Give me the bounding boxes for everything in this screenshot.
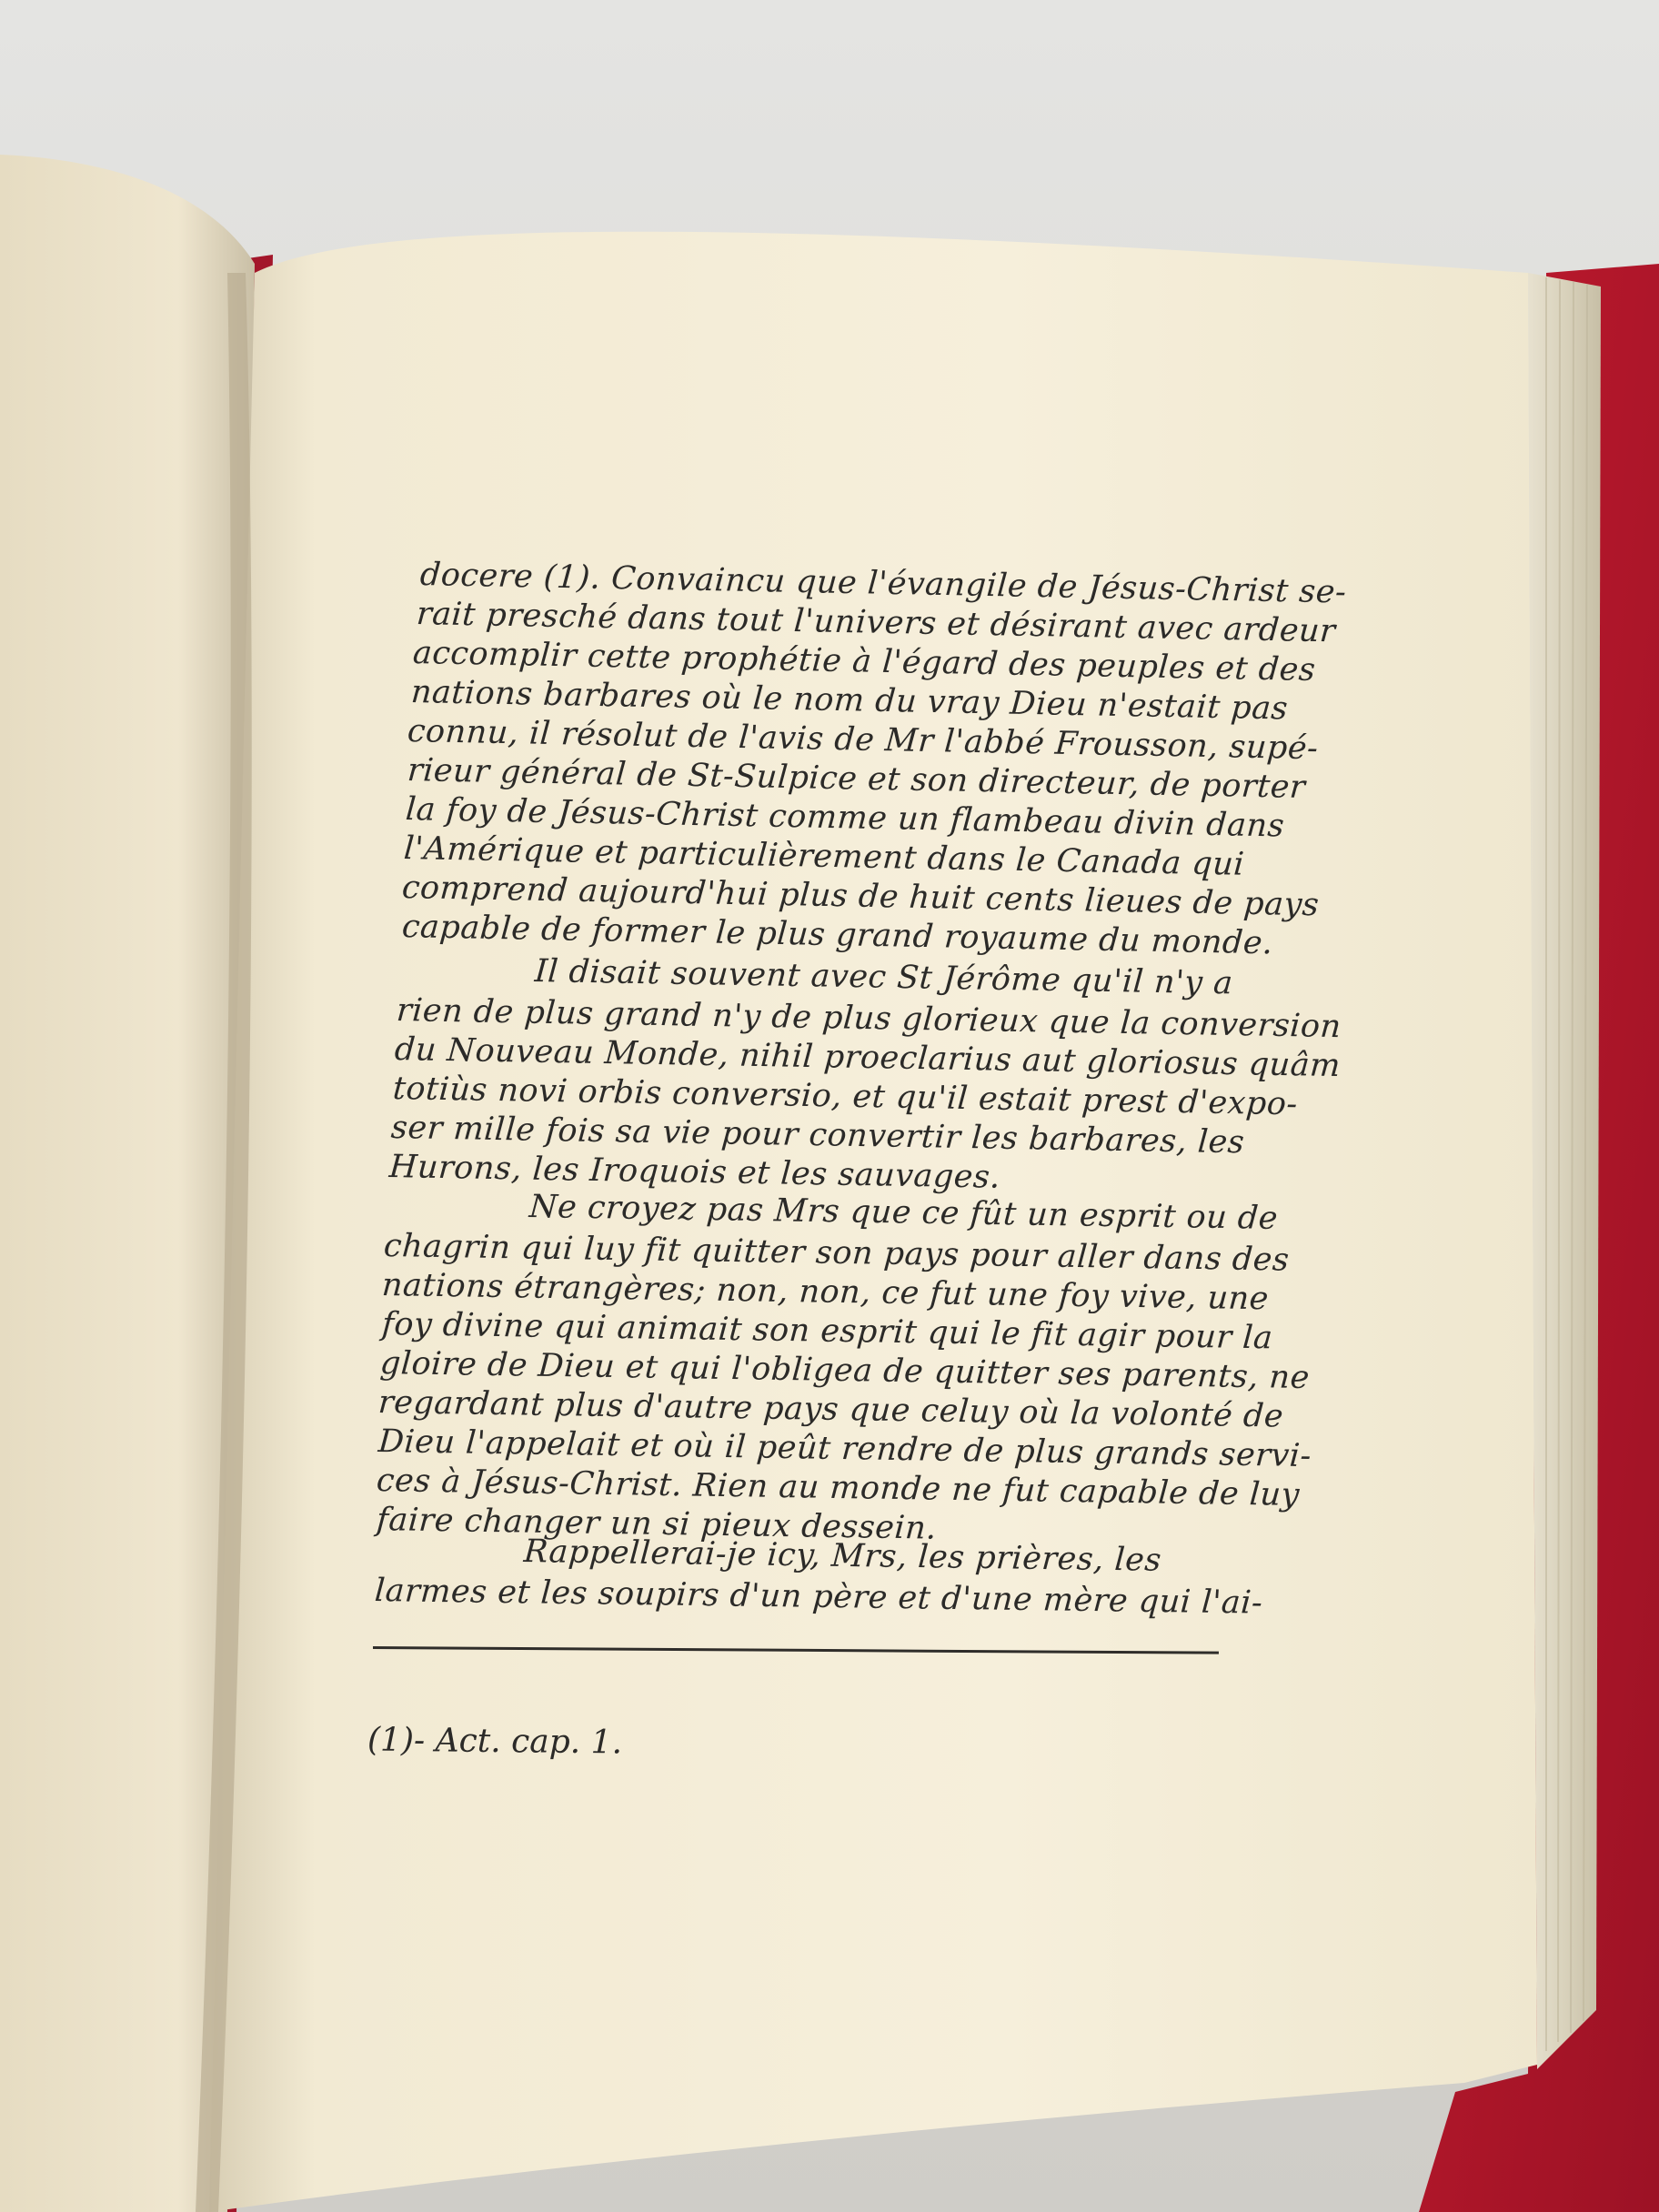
text-line: chagrin qui luy fit quitter son pays pour aller dans des [382, 1228, 1291, 1279]
text-line: Hurons, les Iroquois et les sauvages. [387, 1149, 1002, 1196]
text-line: gloire de Dieu et qui l'obligea de quitter ses parents, ne [378, 1345, 1312, 1397]
text-line: larmes et les soupirs d'un père et d'une mère qui l'ai- [373, 1573, 1264, 1622]
text-line: foy divine qui animait son esprit qui le fit agir pour la [380, 1306, 1274, 1357]
text-line: totiùs novi orbis conversio, et qu'il estait prest d'expo- [391, 1071, 1300, 1123]
text-line: ces à Jésus-Christ. Rien au monde ne fut capable de luy [375, 1463, 1302, 1513]
text-line: rien de plus grand n'y de plus glorieux que la conversion [395, 992, 1343, 1046]
text-line: accomplir cette prophétie à l'égard des peuples et des [411, 635, 1317, 689]
text-line: Il disait souvent avec St Jérôme qu'il n'y a [533, 953, 1234, 1002]
text-line: Dieu l'appelait et où il peût rendre de plus grands servi- [377, 1423, 1313, 1475]
text-line: nations barbares où le nom du vray Dieu n'estait pas [409, 674, 1290, 728]
text-line: du Nouveau Monde, nihil proeclarius aut gloriosus quâm [393, 1031, 1342, 1085]
text-line: nations étrangères; non, non, ce fut une foy vive, une [380, 1267, 1271, 1318]
text-line: la foy de Jésus-Christ comme un flambeau divin dans [404, 791, 1286, 845]
text-line: rieur général de St-Sulpice et son directeur, de porter [406, 752, 1307, 806]
text-line: ser mille fois sa vie pour convertir les barbares, les [389, 1110, 1246, 1161]
text-line: Rappellerai-je icy, Mrs, les prières, les [522, 1533, 1163, 1579]
text-line: l'Amérique et particulièrement dans le Canada qui [402, 830, 1246, 883]
text-line: faire changer un si pieux dessein. [375, 1502, 939, 1547]
text-line: comprend aujourd'hui plus de huit cents lieues de pays [400, 870, 1321, 924]
text-line: Ne croyez pas Mrs que ce fût un esprit ou de [528, 1189, 1280, 1237]
text-line: connu, il résolut de l'avis de Mr l'abbé Frousson, supé- [406, 713, 1320, 768]
footnote-rule [373, 1646, 1219, 1654]
text-line: regardant plus d'autre pays que celuy où la volonté de [377, 1384, 1285, 1435]
text-line: rait presché dans tout l'univers et désirant avec ardeur [415, 596, 1337, 650]
footnote: (1)- Act. cap. 1. [367, 1721, 623, 1762]
text-line: capable de former le plus grand royaume du monde. [400, 909, 1275, 962]
text-line: docere (1). Convaincu que l'évangile de Jésus-Christ se- [418, 557, 1348, 611]
